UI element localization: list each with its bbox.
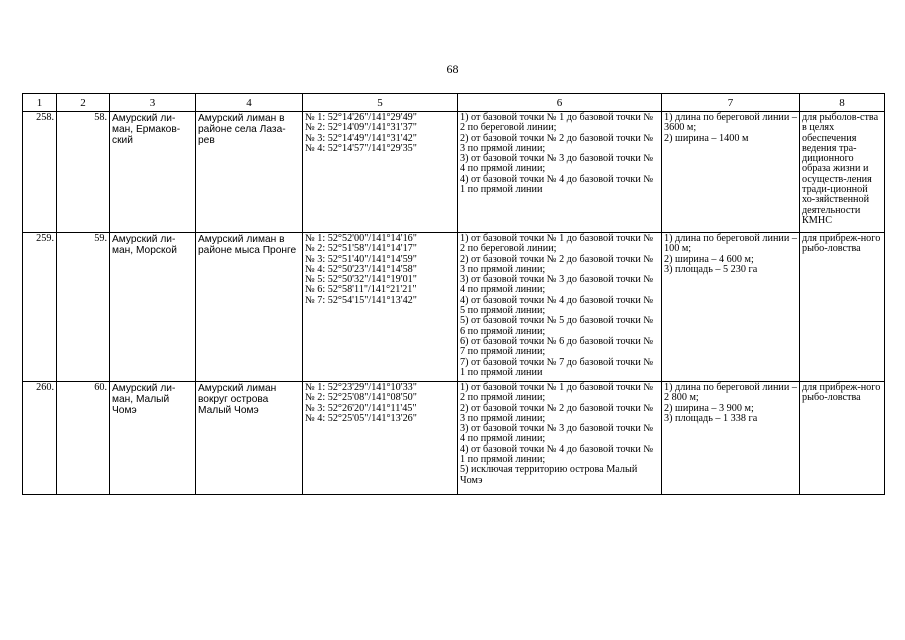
boundary-line: 4) от базовой точки № 4 до базовой точки № 1 по прямой линии — [460, 173, 654, 196]
boundary-line: 1) от базовой точки № 1 до базовой точки № 2 по береговой линии; — [460, 112, 654, 134]
coordinate-line: № 2: 52°25'08"/141°08'50" — [305, 392, 417, 404]
col-header-2: 2 — [57, 94, 110, 112]
boundary-line: 2) от базовой точки № 2 до базовой точки № 3 по прямой линии; — [460, 253, 654, 275]
boundary-line: 1) от базовой точки № 1 до базовой точки № 2 по береговой линии; — [460, 233, 654, 255]
boundaries-cell — [458, 112, 662, 233]
coordinate-line: № 4: 52°14'57"/141°29'35" — [305, 142, 417, 154]
purpose-cell — [800, 382, 885, 495]
col-header-5: 5 — [303, 94, 458, 112]
area-name — [110, 382, 196, 495]
col-header-7: 7 — [662, 94, 800, 112]
coordinate-line: № 4: 52°25'05"/141°13'26" — [305, 412, 417, 424]
area-location-text: Амурский лиман в районе мыса Пронге — [198, 234, 297, 256]
area-name-text: Амурский ли-ман, Малый Чомэ — [112, 383, 176, 416]
coordinate-line: № 7: 52°54'15"/141°13'42" — [305, 294, 417, 306]
coordinate-line: № 1: 52°23'29"/141°10'33" — [305, 382, 417, 393]
header-row — [23, 94, 885, 112]
area-number: 60. — [57, 382, 110, 495]
boundary-line: 5) исключая территорию острова Малый Чомэ — [460, 464, 638, 486]
boundary-line: 3) от базовой точки № 3 до базовой точки № 4 по прямой линии; — [460, 274, 654, 296]
dimensions-cell — [662, 382, 800, 495]
row-number: 260. — [23, 382, 57, 495]
col-header-8: 8 — [800, 94, 885, 112]
boundary-line: 4) от базовой точки № 4 до базовой точки № 5 по прямой линии; — [460, 294, 654, 317]
area-name-text: Амурский ли-ман, Морской — [112, 234, 177, 256]
boundaries-cell — [458, 233, 662, 382]
boundary-line: 5) от базовой точки № 5 до базовой точки № 6 по прямой линии; — [460, 315, 654, 337]
coordinates-cell — [303, 112, 458, 233]
row-number: 259. — [23, 233, 57, 382]
table-row — [23, 112, 885, 233]
table-row — [23, 382, 885, 495]
dimension-line: 1) длина по береговой линии – 2 800 м; — [664, 382, 797, 404]
area-location-text: Амурский лиман вокруг острова Малый Чомэ — [198, 383, 277, 416]
boundary-line: 1) от базовой точки № 1 до базовой точки № 2 по прямой линии; — [460, 382, 654, 404]
purpose-cell — [800, 112, 885, 233]
row-number: 258. — [23, 112, 57, 233]
area-location — [196, 112, 303, 233]
coordinate-line: № 1: 52°52'00"/141°14'16" — [305, 233, 417, 244]
boundaries-cell — [458, 382, 662, 495]
boundary-line: 2) от базовой точки № 2 до базовой точки № 3 по прямой линии; — [460, 132, 654, 154]
area-number: 59. — [57, 233, 110, 382]
col-header-1: 1 — [23, 94, 57, 112]
dimensions-cell — [662, 233, 800, 382]
area-number: 58. — [57, 112, 110, 233]
table-row — [23, 233, 885, 382]
boundary-line: 2) от базовой точки № 2 до базовой точки № 3 по прямой линии; — [460, 402, 654, 424]
coordinate-line: № 2: 52°14'09"/141°31'37" — [305, 122, 417, 134]
area-name — [110, 112, 196, 233]
col-header-3: 3 — [110, 94, 196, 112]
dimension-line: 1) длина по береговой линии – 100 м; — [664, 233, 797, 255]
dimension-line: 3) площадь – 1 338 га — [664, 412, 758, 424]
coordinates-cell — [303, 233, 458, 382]
area-name — [110, 233, 196, 382]
dimension-line: 2) ширина – 3 900 м; — [664, 402, 754, 414]
boundary-line: 7) от базовой точки № 7 до базовой точки № 1 по прямой линии — [460, 356, 654, 378]
coordinate-line: № 4: 52°50'23"/141°14'58" — [305, 263, 417, 275]
purpose-text: для прибреж-ного рыбо-ловства — [802, 382, 881, 404]
coordinate-line: № 3: 52°14'49"/141°31'42" — [305, 132, 417, 144]
coordinate-line: № 1: 52°14'26"/141°29'49" — [305, 112, 417, 123]
boundary-line: 3) от базовой точки № 3 до базовой точки № 4 по прямой линии; — [460, 153, 654, 175]
boundary-line: 3) от базовой точки № 3 до базовой точки № 4 по прямой линии; — [460, 423, 654, 445]
boundary-line: 6) от базовой точки № 6 до базовой точки № 7 по прямой линии; — [460, 335, 654, 358]
dimension-line: 1) длина по береговой линии – 3600 м; — [664, 112, 797, 134]
dimensions-cell — [662, 112, 800, 233]
area-name-text: Амурский ли-ман, Ермаков-ский — [112, 113, 181, 146]
coordinate-line: № 2: 52°51'58"/141°14'17" — [305, 243, 417, 255]
fishing-areas-table — [22, 93, 885, 495]
col-header-6: 6 — [458, 94, 662, 112]
coordinate-line: № 6: 52°58'11"/141°21'21" — [305, 284, 417, 296]
purpose-cell — [800, 233, 885, 382]
coordinate-line: № 3: 52°51'40"/141°14'59" — [305, 253, 417, 265]
boundary-line: 4) от базовой точки № 4 до базовой точки № 1 по прямой линии; — [460, 443, 654, 466]
area-location-text: Амурский лиман в районе села Лаза-рев — [198, 113, 286, 146]
col-header-4: 4 — [196, 94, 303, 112]
dimension-line: 3) площадь – 5 230 га — [664, 263, 758, 275]
coordinate-line: № 5: 52°50'32"/141°19'01" — [305, 274, 417, 286]
area-location — [196, 382, 303, 495]
purpose-text: для прибреж-ного рыбо-ловства — [802, 233, 881, 255]
area-location — [196, 233, 303, 382]
dimension-line: 2) ширина – 4 600 м; — [664, 253, 754, 265]
dimension-line: 2) ширина – 1400 м — [664, 132, 749, 144]
coordinates-cell — [303, 382, 458, 495]
purpose-text: для рыболов-ства в целях обеспечения ведения тра-диционного образа жизни и осуществ-ления тради-ционной хо-зяйственной деятельности КМНС — [802, 112, 879, 226]
coordinate-line: № 3: 52°26'20"/141°11'45" — [305, 402, 417, 414]
page-number: 68 — [446, 62, 459, 76]
